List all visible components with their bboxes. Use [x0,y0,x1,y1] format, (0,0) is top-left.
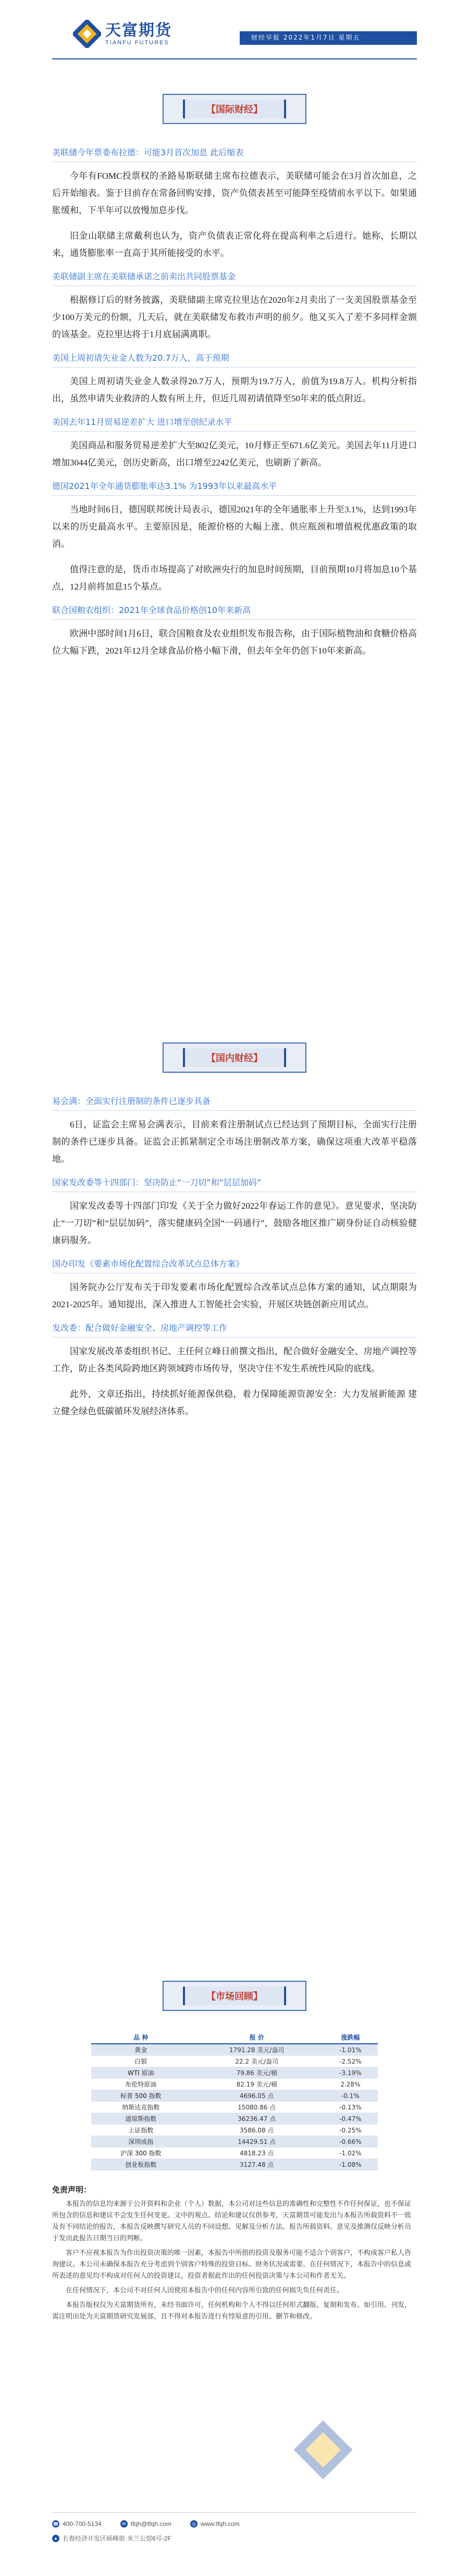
globe-icon: ◎ [190,2520,198,2528]
section-title-intl-label: 【国际财经】 [183,100,286,118]
phone-number: 400-700-5134 [63,2520,102,2528]
footer-row [52,2520,417,2528]
instrument-name: 创业板指数 [91,2159,191,2170]
article [52,351,417,407]
article-headline: 美联储副主席在美联储承诺之前卖出共同股票基金 [52,270,417,286]
disclaimer [52,2184,417,2326]
footer-website[interactable] [190,2520,240,2528]
market-row [91,2044,378,2056]
article [52,1257,417,1313]
disclaimer-paragraph: 本报告版权仅为天富期货所有，未经书面许可，任何机构和个人不得以任何形式翻版、复制和发布。如引用、刊发，需注明出处为天富期货研究发展部，且不得对本报告进行有悖原意的引用、删节和修改。 [52,2301,412,2321]
article-headline: 美国去年11月贸易逆差扩大 进口增至创纪录水平 [52,415,417,432]
article [52,480,417,595]
article-paragraph: 美国上周初请失业金人数录得20.7万人，预期为19.7万人，前值为19.8万人。机构分析指出，虽然申请失业救济的人数有所上升，但近几周初请值降至50年来的低点附近。 [52,376,417,403]
logo-name-en: TIANFU FUTURES [105,40,169,46]
market-row [91,2113,378,2125]
instrument-name: 深圳成指 [91,2136,191,2148]
article-headline: 易会满：全面实行注册制的条件已逐步具备 [52,1095,417,1111]
article-paragraph: 旧金山联储主席戴利也认为，资产负债表正常化将在提高利率之后进行。她称，长期以来，通货膨胀率一直高于其所能接受的水平。 [52,231,417,258]
col-header-change: 涨跌幅 [323,2031,378,2044]
footer-contact [52,2520,417,2549]
article-headline: 国家发改委等十四部门：坚决防止“一刀切”和“层层加码” [52,1176,417,1192]
instrument-name: 布伦特原油 [91,2079,191,2090]
article-paragraph: 根据修订后的财务披露，美联储副主席克拉里达在2020年2月卖出了一支美国股票基金至少100万美元的份额，几天后，就在美联储发布救市声明的前夕。他又买入了差不多同样金额的该基金。克拉里达将于1月底届满离职。 [52,295,417,339]
article [52,146,417,262]
market-row [91,2136,378,2148]
article-paragraph: 今年有FOMC投票权的圣路易斯联储主席布拉德表示，美联储可能会在3月首次加息，之后开始缩表。鉴于目前存在常备回购安排，资产负债表甚至可能降至疫情前水平以下。如果通胀缓和，下半年可以放慢加息步伐。 [52,171,417,215]
intl-articles [52,146,417,668]
instrument-change: -1.02% [323,2148,378,2159]
article-headline: 国办印发《要素市场化配置综合改革试点总体方案》 [52,1257,417,1273]
article-headline: 发改委：配合做好金融安全、房地产调控等工作 [52,1321,417,1338]
market-row [91,2067,378,2079]
instrument-name: 白银 [91,2056,191,2067]
instrument-name: WTI 原油 [91,2067,191,2079]
website-link[interactable]: www.tfqh.com [200,2520,240,2528]
market-table-header [91,2031,378,2044]
article-headline: 联合国粮农组织：2021年全球食品价格创10年来新高 [52,604,417,620]
instrument-change: -0.66% [323,2136,378,2148]
article-paragraph: 美国商品和服务贸易逆差扩大至802亿美元，10月修正至671.6亿美元。美国去年11月进口增加3044亿美元，创历史新高，出口增至2242亿美元，也刷新了新高。 [52,440,417,468]
instrument-price: 82.19 美元/桶 [191,2079,323,2090]
company-logo [73,20,172,48]
article-paragraph: 欧洲中部时间1月6日，联合国粮食及农业组织发布报告称，由于国际植物油和食糖价格高位大幅下跌，2021年12月全球食品价格小幅下滑，但去年全年仍创下10年来新高。 [52,629,417,656]
article-headline: 德国2021年全年通货膨胀率达3.1% 为1993年以来最高水平 [52,480,417,496]
footer-phone [52,2520,102,2528]
article [52,1321,417,1420]
market-table [91,2031,378,2170]
article-paragraph: 国务院办公厅发布关于印发要素市场化配置综合改革试点总体方案的通知，试点期限为2021-2025年。通知提出，深入推进人工智能社会实验，开展区块链创新应用试点。 [52,1282,417,1309]
location-icon: ● [52,2535,59,2542]
article [52,1095,417,1168]
instrument-price: 22.2 美元/盎司 [191,2056,323,2067]
article [52,415,417,471]
instrument-price: 15080.86 点 [191,2102,323,2113]
instrument-price: 4818.23 点 [191,2148,323,2159]
instrument-change: -2.52% [323,2056,378,2067]
mail-icon: ✉ [120,2520,128,2528]
article-paragraph: 国家发改委等十四部门印发《关于全力做好2022年春运工作的意见》。意见要求，坚决防止“一刀切”和“层层加码”，落实健康码全国“一码通行”，鼓励各地区推广刷身份证自动核验健康码服务。 [52,1201,417,1245]
article-paragraph: 6日，证监会主席易会满表示，目前来看注册制试点已经达到了预期目标，全面实行注册制的条件已逐步具备。证监会正抓紧制定全市场注册制改革方案，确保这项重大改革平稳落地。 [52,1120,417,1164]
market-row [91,2159,378,2170]
instrument-name: 沪深 300 指数 [91,2148,191,2159]
logo-mark-icon [73,20,101,48]
report-date-banner: 财经早报 2022年1月7日 星期五 [251,34,361,41]
article-paragraph: 此外，文章还指出，持续抓好能源保供稳，着力保障能源资源安全：大力发展新能源 建立健全绿色低碳循环发展经济体系。 [52,1389,417,1416]
instrument-change: -1.01% [323,2044,378,2056]
instrument-change: -0.1% [323,2090,378,2102]
col-header-name: 品 种 [91,2031,191,2044]
instrument-name: 纳斯达克指数 [91,2102,191,2113]
address-text: 长春经济开发区硕峰街·米兰公馆6号-2F [63,2535,171,2542]
section-title-domestic [163,1042,306,1073]
market-table-body [91,2044,378,2170]
header-divider [52,58,417,59]
disclaimer-paragraph: 本报告的信息均来源于公开资料和企业（个人）数据，本公司对这些信息的准确性和完整性不作任何保证，也不保证所包含的信息和建议不会发生任何变更。文中的观点、结论和建议仅供参考，天富期货可能发出与本报告所载资料不一致及有不同结论的报告，本报告反映撰写研究人员的不同设想、见解及分析方法。报告所载资料、意见及推测仅反映分析员于发出此报告日期当日的判断。 [52,2200,412,2242]
instrument-price: 1791.28 美元/盎司 [191,2044,323,2056]
instrument-change: -0.47% [323,2113,378,2125]
instrument-price: 3586.08 点 [191,2125,323,2136]
instrument-name: 道琼斯指数 [91,2113,191,2125]
market-row [91,2102,378,2113]
footer-divider [52,2512,417,2513]
instrument-price: 36236.47 点 [191,2113,323,2125]
article-paragraph: 值得注意的是，货币市场提高了对欧洲央行的加息时间预期，目前预期10月将加息10个基点，12月前将加息15个基点。 [52,565,417,592]
footer-row [52,2534,417,2543]
article [52,270,417,343]
article-paragraph: 国家发展改革委组织书记、主任何立峰日前撰文指出，配合做好金融安全、房地产调控等工作，防止各类风险跨地区跨领域跨市场传导，坚决守住不发生系统性风险的底线。 [52,1346,417,1373]
article [52,1176,417,1249]
article [52,604,417,659]
instrument-name: 上证指数 [91,2125,191,2136]
market-row [91,2079,378,2090]
instrument-change: -1.08% [323,2159,378,2170]
email-address[interactable]: tfqh@tfqh.com [130,2520,171,2528]
footer-address [52,2534,171,2543]
article-headline: 美国上周初请失业金人数为20.7万人，高于预期 [52,351,417,367]
instrument-price: 3127.48 点 [191,2159,323,2170]
footer-email[interactable] [120,2520,171,2528]
disclaimer-title: 免责声明： [52,2185,92,2194]
section-title-intl [163,94,306,124]
market-row [91,2125,378,2136]
section-title-market-label: 【市场回顾】 [183,1986,286,2005]
instrument-change: -3.19% [323,2067,378,2079]
footer-watermark-logo [281,2408,438,2507]
section-title-domestic-label: 【国内财经】 [183,1048,286,1067]
market-row [91,2056,378,2067]
instrument-change: -0.13% [323,2102,378,2113]
report-header [0,0,469,63]
domestic-articles [52,1095,417,1428]
market-row [91,2090,378,2102]
instrument-price: 4696.05 点 [191,2090,323,2102]
instrument-change: -0.25% [323,2125,378,2136]
disclaimer-paragraph: 客户不应视本报告为作出投资决策的唯一因素，本报告中所指的投资及服务可能不适合个别客户，不构成客户私人咨询建议。本公司未确保本报告充分考虑到个别客户特殊的投资目标、财务状况或需要。在任何情况下，本报告中的信息或所表述的意见均不构成对任何人的投资建议，投资者据此作出的任何投资决策与本公司和作者无关。 [52,2249,412,2280]
article-headline: 美联储今年票委布拉德：可能3月首次加息 此后缩表 [52,146,417,162]
section-title-market [163,1981,306,2011]
market-table-wrapper [91,2031,378,2170]
disclaimer-paragraph: 在任何情况下，本公司不对任何人因使用本报告中的任何内容所引致的任何损失负任何责任。 [66,2287,344,2295]
col-header-price: 报 价 [191,2031,323,2044]
instrument-name: 黄金 [91,2044,191,2056]
phone-icon: ☎ [53,2521,59,2526]
instrument-name: 标普 500 指数 [91,2090,191,2102]
article-paragraph: 当地时间6日，德国联邦统计局表示，德国2021年的全年通胀率上升至3.1%，达到1993年以来的历史最高水平。主要原因是，能源价格的大幅上涨、供应瓶颈和增值税优惠政策的取消。 [52,505,417,549]
market-row [91,2148,378,2159]
instrument-price: 14429.51 点 [191,2136,323,2148]
instrument-price: 79.86 美元/桶 [191,2067,323,2079]
logo-name-cn: 天富期货 [105,21,172,40]
instrument-change: 2.28% [323,2079,378,2090]
